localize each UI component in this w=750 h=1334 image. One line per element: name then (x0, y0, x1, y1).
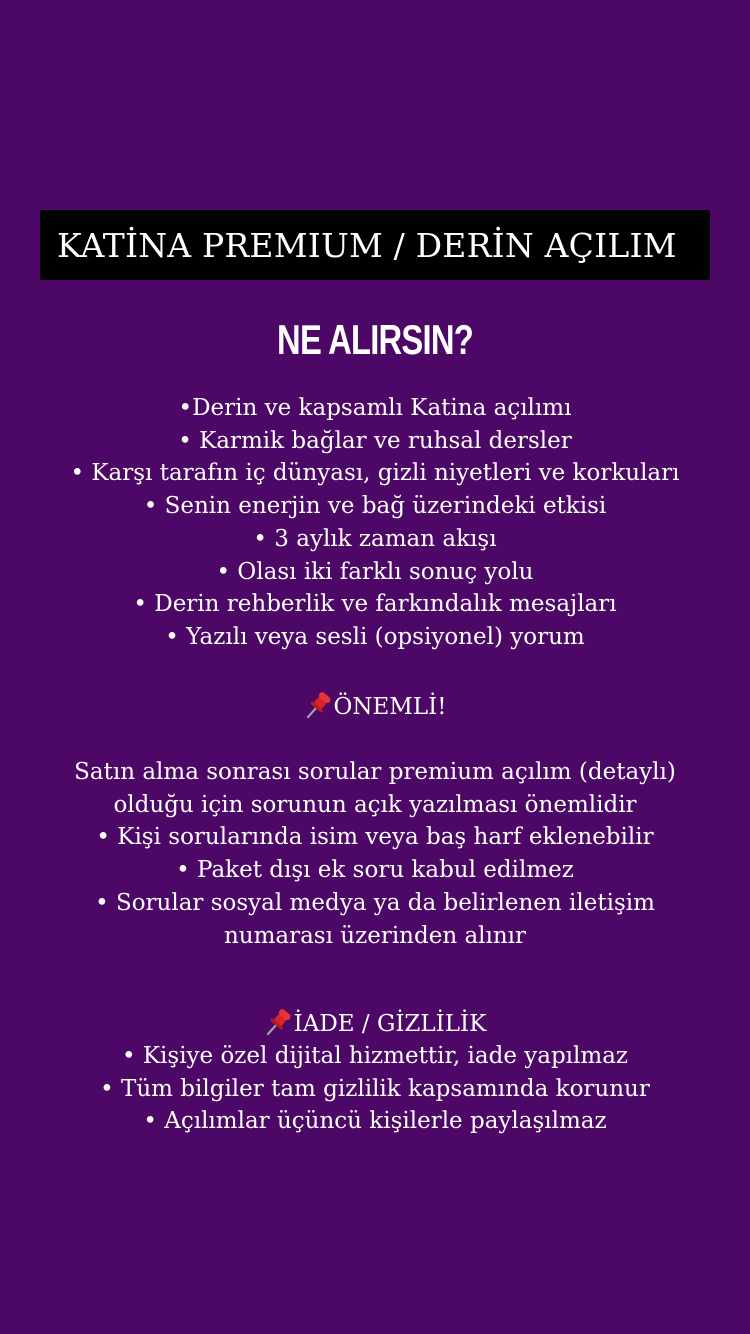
list-item: • Kişi sorularında isim veya baş harf eklenebilir (96, 824, 654, 851)
important-label-text: ÖNEMLİ! (333, 694, 447, 720)
list-item: • Sorular sosyal medya ya da belirlenen iletişim (95, 889, 655, 916)
refund-notes (0, 1040, 750, 1138)
list-item: • Karşı tarafın iç dünyası, gizli niyetleri ve korkuları (70, 460, 680, 487)
page-title: KATİNA PREMIUM / DERİN AÇILIM (57, 225, 677, 265)
list-item: • Tüm bilgiler tam gizlilik kapsamında korunur (100, 1075, 650, 1102)
refund-label-text: İADE / GİZLİLİK (293, 1011, 487, 1037)
list-item: • Paket dışı ek soru kabul edilmez (176, 857, 574, 884)
important-label (0, 690, 750, 723)
list-item: Satın alma sonrası sorular premium açılım (detaylı) (74, 759, 676, 785)
section-heading: NE ALIRSIN? (277, 316, 473, 363)
features-list (0, 392, 750, 654)
title-banner (40, 210, 710, 280)
list-item: olduğu için sorunun açık yazılması önemlidir (113, 791, 637, 818)
list-item: •Derin ve kapsamlı Katina açılımı (178, 395, 572, 421)
refund-label (0, 1007, 750, 1040)
list-item: • Olası iki farklı sonuç yolu (216, 558, 534, 585)
important-notes (0, 756, 750, 952)
list-item: numarası üzerinden alınır (223, 922, 527, 949)
pushpin-icon (264, 1007, 292, 1037)
list-item: • Karmik bağlar ve ruhsal dersler (178, 427, 572, 454)
list-item: • Açılımlar üçüncü kişilerle paylaşılmaz (143, 1108, 607, 1135)
list-item: • Derin rehberlik ve farkındalık mesajları (133, 591, 617, 618)
list-item: • Yazılı veya sesli (opsiyonel) yorum (165, 623, 585, 650)
pushpin-icon (304, 690, 332, 720)
list-item: • Kişiye özel dijital hizmettir, iade yapılmaz (121, 1043, 629, 1069)
list-item: • 3 aylık zaman akışı (253, 525, 497, 552)
list-item: • Senin enerjin ve bağ üzerindeki etkisi (143, 493, 607, 520)
